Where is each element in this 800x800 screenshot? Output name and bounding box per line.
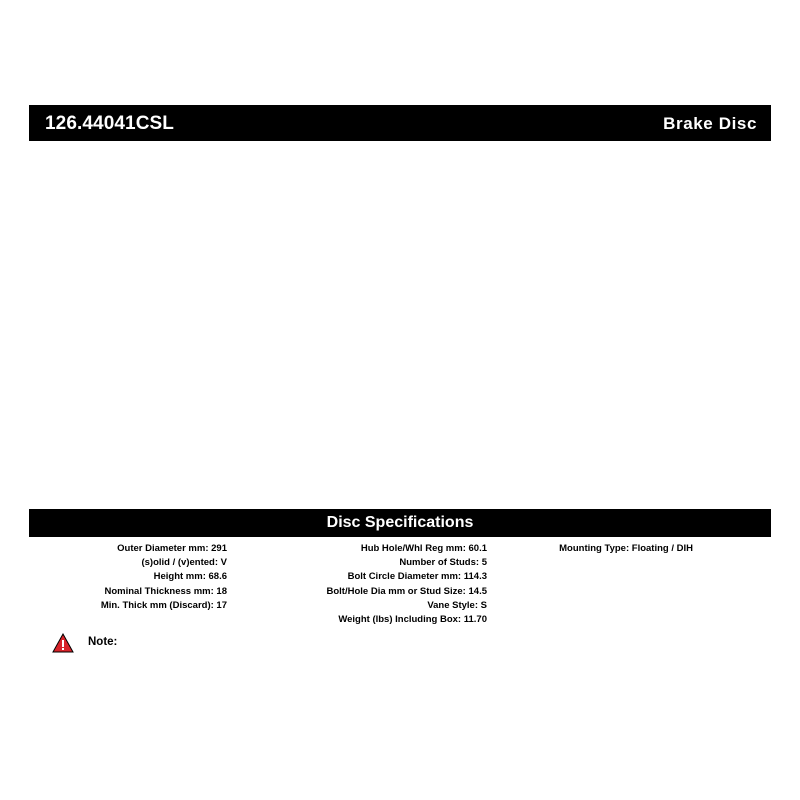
spec-label: Vane Style: [427,599,481,611]
spec-row [29,542,227,556]
spec-row [235,613,487,627]
spec-label: Height mm: [153,571,209,583]
note-row [52,633,123,653]
spec-column-left [29,542,235,613]
spec-section-title: Disc Specifications [326,514,474,531]
spec-column-right [491,542,771,556]
spec-value: 11.70 [463,614,487,626]
product-type-title: Brake Disc [663,113,757,133]
spec-columns [29,542,771,627]
spec-section-header [29,509,771,537]
spec-label: Weight (lbs) Including Box: [338,614,464,626]
spec-value: 5 [481,557,487,569]
warning-triangle-icon [52,633,74,653]
spec-label: Number of Studs: [399,557,482,569]
spec-label: Min. Thick mm (Discard): [100,599,217,611]
spec-column-middle [235,542,491,627]
spec-row [235,570,487,584]
spec-label: (s)olid / (v)ented: [141,557,221,569]
spec-value: 18 [216,585,227,597]
spec-label: Outer Diameter mm: [117,543,212,554]
note-label: Note: [88,636,118,649]
spec-row [235,599,487,613]
spec-row [491,542,693,556]
spec-value: S [480,599,487,611]
spec-value: 114.3 [463,571,487,583]
spec-value: Floating / DIH [631,543,693,554]
spec-row [235,585,487,599]
spec-label: Bolt Circle Diameter mm: [347,571,464,583]
spec-value: 17 [216,599,227,611]
spec-row [29,556,227,570]
spec-label: Hub Hole/Whl Reg mm: [360,543,469,554]
spec-row [29,599,227,613]
spec-value: 14.5 [468,585,487,597]
part-number: 126.44041CSL [45,112,175,134]
spec-label: Bolt/Hole Dia mm or Stud Size: [326,585,469,597]
spec-row [235,556,487,570]
spec-row [235,542,487,556]
spec-label: Mounting Type: [559,543,632,554]
spec-value: 68.6 [208,571,227,583]
spec-row [29,570,227,584]
spec-value: V [220,557,227,569]
header-bar [29,105,771,141]
spec-value: 291 [211,543,227,554]
spec-label: Nominal Thickness mm: [104,585,217,597]
spec-value: 60.1 [468,543,487,554]
spec-row [29,585,227,599]
